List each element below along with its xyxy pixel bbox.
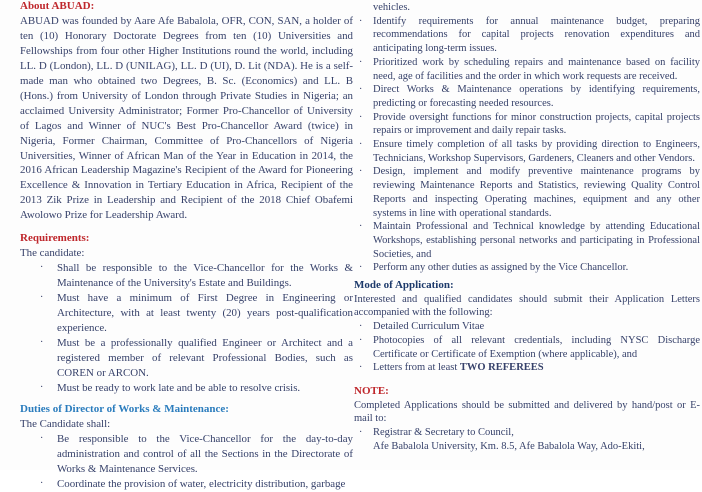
- list-item-text: Perform any other duties as assigned by the Vice Chancellor.: [373, 262, 629, 274]
- list-item-text: Direct Works & Maintenance operations by identifying requirements, predicting or forecasting needed resources.: [373, 84, 700, 109]
- bullet-icon: ·: [359, 221, 363, 233]
- list-item-text: Must be ready to work late and be able to resolve crisis.: [57, 381, 301, 394]
- bullet-icon: ·: [359, 111, 363, 123]
- list-item: [20, 261, 353, 291]
- list-item: [354, 361, 700, 375]
- list-item-text: Maintain Professional and Technical knowledge by attending Educational Workshops, establishing personal networks and participating in Professional Societies, and: [373, 221, 700, 260]
- list-item: [354, 334, 700, 361]
- bullet-icon: ·: [40, 292, 44, 304]
- list-item: [354, 111, 700, 138]
- list-item-text: Ensure timely completion of all tasks by providing direction to Engineers, Technicians, Workshop Supervisors, Gardeners, Cleaners and other Vendors.: [373, 139, 700, 164]
- list-item: [354, 138, 700, 165]
- list-item-text: Prioritized work by scheduling repairs and maintenance based on facility need, age of facilities and the order in which work requests are received.: [373, 56, 700, 82]
- list-item: [20, 336, 353, 381]
- bullet-icon: ·: [40, 477, 44, 489]
- list-item-text: Registrar & Secretary to Council,: [373, 427, 514, 439]
- note-heading: NOTE:: [354, 384, 389, 397]
- list-item-text: Detailed Curriculum Vitae: [373, 321, 485, 333]
- requirements-intro: The candidate:: [20, 247, 85, 260]
- bullet-icon: ·: [359, 427, 363, 439]
- about-abuad-paragraph: ABUAD was founded by Aare Afe Babalola, OFR, CON, SAN, a holder of ten (10) Honorary Doctorate Degrees from ten (10) Universities and Fellowships from four other Higher Institutions round the world, including LL. D (London), LL. D (UNILAG), LL. D (UI), D. Lit (NDA). He is a self-made man who obtained two Degrees, B. Sc. (Economics) and LL. B (Hons.) from University of London through Private Studies in Nigeria; an acclaimed University Administrator; Former Pro-Chancellor of University of Lagos and Winner of NUC's Best Pro-Chancellor Award (twice) in Nigeria, Former Chairman, Committee of Pro-Chancellors of Nigeria Universities, Winner of African Man of the Year in Education in 2014, the 2016 African Leadership Magazine's Recipient of the Award for Pioneering Excellence & Innovation in Tertiary Education in Africa, Recipient of the 2013 Zik Prize in Leadership and Recipient of the 2018 Chief Obafemi Awolowo Prize for Leadership Award.: [20, 14, 353, 222]
- bullet-icon: ·: [40, 336, 44, 348]
- bullet-icon: ·: [359, 334, 363, 346]
- list-item-text: Be responsible to the Vice-Chancellor for the day-to-day administration and control of all the Sections in the Directorate of Works & Maintenance Services.: [57, 432, 353, 475]
- list-item: [354, 261, 700, 275]
- bullet-icon: ·: [40, 262, 44, 274]
- mode-of-application-list: [354, 320, 700, 375]
- duties-continuation-line: vehicles.: [373, 2, 411, 13]
- list-item-text: Must be a professionally qualified Engineer or Architect and a registered member of relevant Professional Bodies, such as COREN or ARCON.: [57, 336, 353, 379]
- list-item: [354, 15, 700, 56]
- list-item: [354, 220, 700, 261]
- list-item: [354, 426, 700, 440]
- bullet-icon: ·: [359, 362, 363, 374]
- list-item: [354, 83, 700, 110]
- list-item-text: Shall be responsible to the Vice-Chancellor for the Works & Maintenance of the University's Estate and Buildings.: [57, 262, 353, 290]
- mode-of-application-intro: Interested and qualified candidates should submit their Application Letters accompanied with the following:: [354, 293, 700, 319]
- bullet-icon: ·: [359, 166, 363, 178]
- note-list: [354, 426, 700, 440]
- list-item-text: Letters from at least TWO REFEREES: [373, 362, 544, 374]
- list-item: [20, 381, 353, 396]
- bullet-icon: ·: [359, 262, 363, 274]
- list-item: [20, 477, 353, 492]
- mode-of-application-heading: Mode of Application:: [354, 279, 454, 292]
- bullet-icon: ·: [359, 84, 363, 96]
- list-item-text: Must have a minimum of First Degree in Engineering or Architecture, with at least twenty (20) years post-qualification experience.: [57, 292, 353, 335]
- note-intro: Completed Applications should be submitted and delivered by hand/post or E-mail to:: [354, 399, 700, 425]
- list-item: [20, 432, 353, 477]
- list-item: [354, 320, 700, 334]
- bullet-icon: ·: [359, 56, 363, 68]
- bullet-icon: ·: [359, 15, 363, 27]
- list-item: [20, 291, 353, 336]
- duties-list-right: [354, 15, 700, 275]
- list-item-text: Provide oversight functions for minor construction projects, capital projects repairs or improvement and daily repair tasks.: [373, 111, 700, 137]
- list-item: [354, 165, 700, 220]
- duties-intro: The Candidate shall:: [20, 417, 111, 430]
- bullet-icon: ·: [359, 139, 363, 151]
- list-item-text: Identify requirements for annual maintenance budget, preparing recommendations for capital projects renovation expenditures and anticipating long-term issues.: [373, 15, 700, 55]
- duties-heading: Duties of Director of Works & Maintenance:: [20, 402, 229, 415]
- bullet-icon: ·: [40, 381, 44, 393]
- bullet-icon: ·: [40, 432, 44, 444]
- about-abuad-heading: About ABUAD:: [20, 0, 95, 12]
- left-column: [20, 0, 353, 492]
- list-item-text: Photocopies of all relevant credentials, including NYSC Discharge Certificate or Certificate of Exemption (where applicable), and: [373, 334, 700, 360]
- bullet-icon: ·: [359, 321, 363, 333]
- requirements-heading: Requirements:: [20, 232, 90, 245]
- list-item: [354, 56, 700, 83]
- list-item-text: Coordinate the provision of water, electricity distribution, garbage: [57, 477, 346, 490]
- right-column: [354, 1, 700, 454]
- requirements-list: [20, 261, 353, 396]
- address-continuation-line: Afe Babalola University, Km. 8.5, Afe Babalola Way, Ado-Ekiti,: [373, 440, 645, 452]
- list-item-text: Design, implement and modify preventive maintenance programs by reviewing Maintenance Reports and Statistics, reviewing Quality Control Reports and inspecting Operating machines, equipment and any other systems in line with operational standards.: [373, 166, 700, 219]
- duties-list-left: [20, 432, 353, 492]
